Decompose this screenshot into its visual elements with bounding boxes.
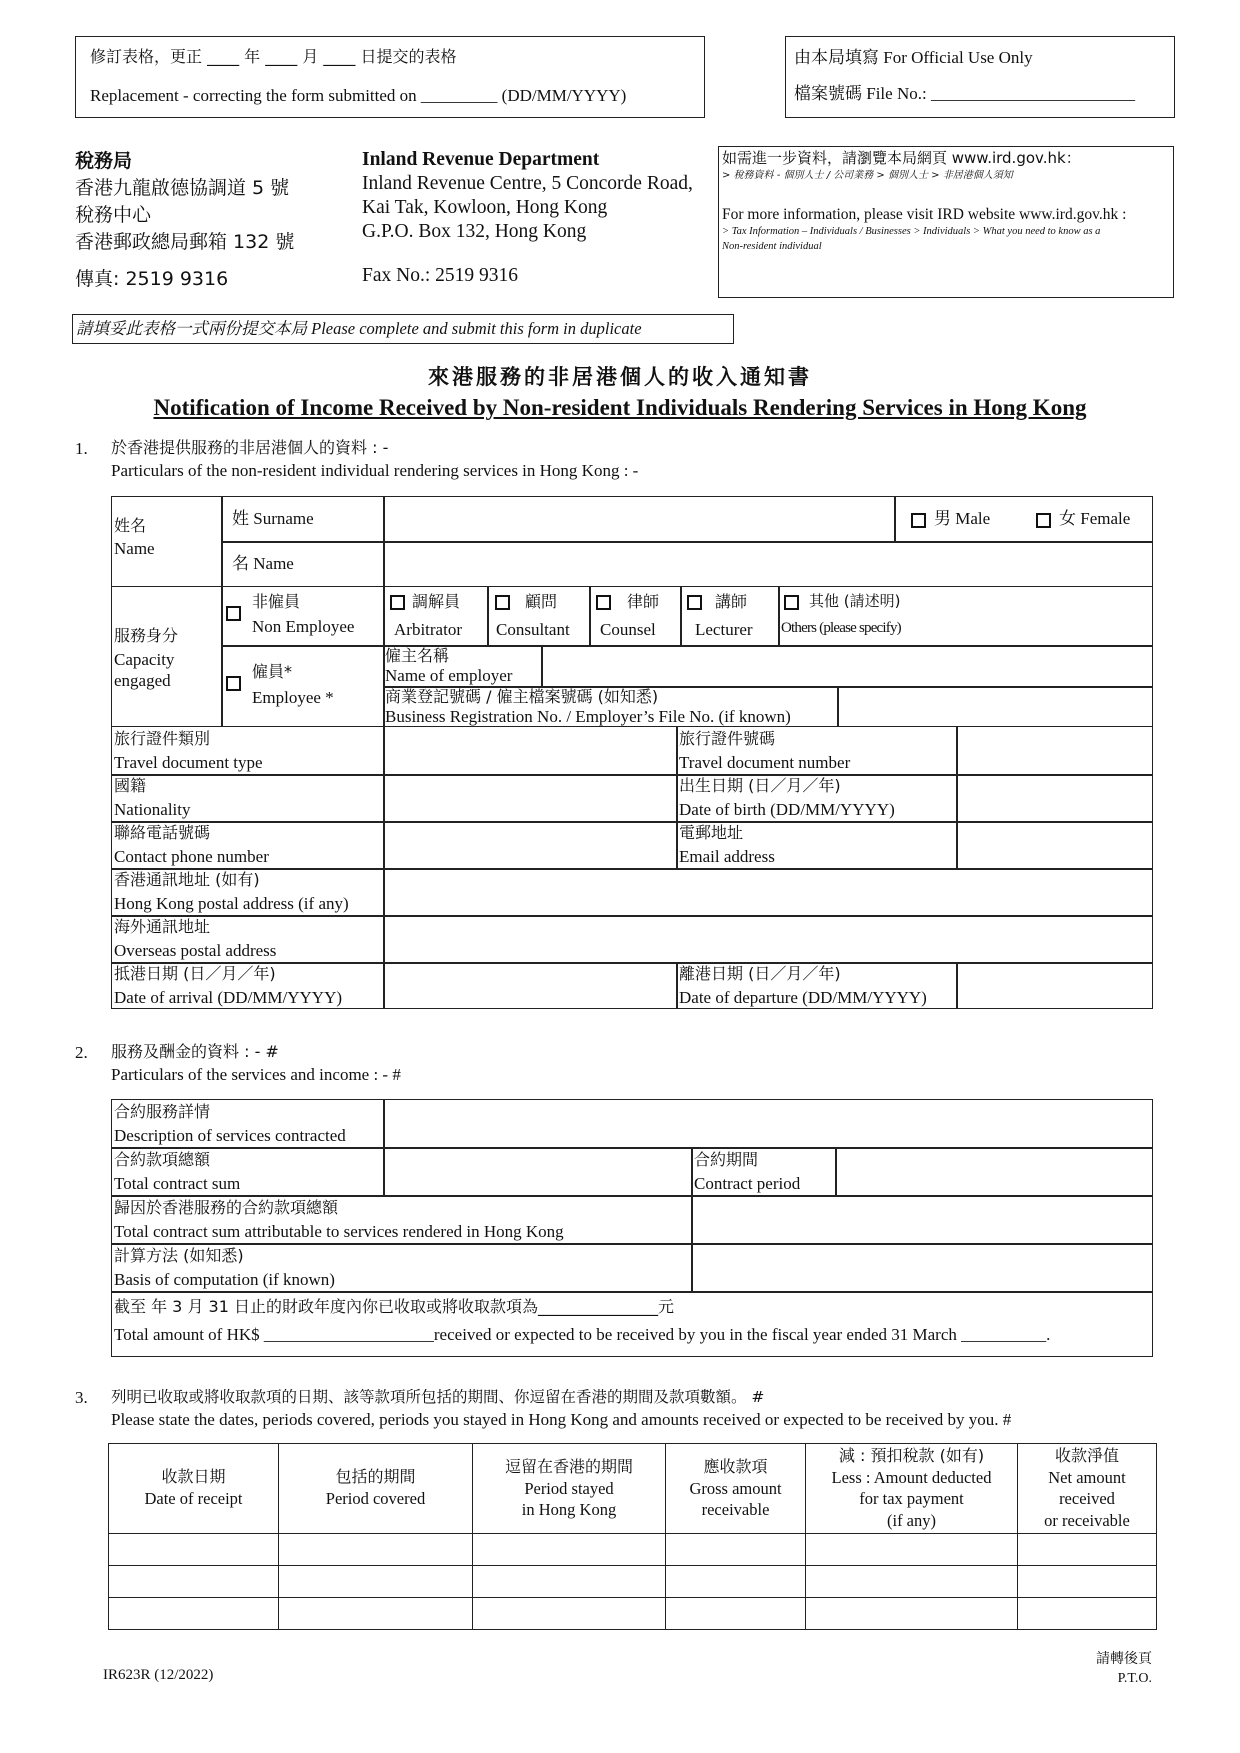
- form-code: IR623R (12/2022): [103, 1667, 214, 1683]
- brn-label-en: Business Registration No. / Employer’s File No. (if known): [385, 707, 791, 726]
- departure-en: Date of departure (DD/MM/YYYY): [679, 988, 927, 1007]
- divider: [383, 1099, 385, 1195]
- table-cell-input[interactable]: [279, 1534, 473, 1566]
- divider: [111, 1243, 1153, 1245]
- divider: [956, 727, 958, 868]
- counsel-cn: 律師: [627, 592, 660, 611]
- hk-address-cn: 香港通訊地址 (如有): [114, 870, 260, 889]
- female-label: 女 Female: [1059, 509, 1131, 528]
- overseas-address-input[interactable]: [386, 917, 1151, 960]
- receipts-table: [108, 1443, 1157, 1630]
- table-row: [109, 1534, 1157, 1566]
- name-label-cn: 姓名: [114, 516, 147, 535]
- table-cell-input[interactable]: [1018, 1598, 1157, 1630]
- counsel-checkbox[interactable]: [596, 595, 611, 610]
- table-cell-input[interactable]: [806, 1566, 1018, 1598]
- phone-cn: 聯絡電話號碼: [114, 823, 211, 842]
- divider: [111, 1147, 1153, 1149]
- col-header-en: Gross amount: [689, 1478, 782, 1498]
- col-header-en: Period stayed: [524, 1478, 614, 1498]
- non-employee-en: Non Employee: [252, 617, 355, 636]
- department-name-en: Inland Revenue Department: [362, 149, 600, 170]
- arrival-cn: 抵港日期 (日／月／年): [114, 964, 276, 983]
- non-employee-cn: 非僱員: [252, 592, 301, 611]
- department-addr-en-2: Kai Tak, Kowloon, Hong Kong: [362, 197, 608, 218]
- department-fax-en: Fax No.: 2519 9316: [362, 265, 518, 286]
- given-name-input[interactable]: [386, 544, 1151, 584]
- table-cell-input[interactable]: [666, 1534, 806, 1566]
- col-header-en: in Hong Kong: [521, 1499, 617, 1519]
- col-header-period: [279, 1444, 473, 1534]
- divider: [894, 496, 896, 541]
- description-cn: 合約服務詳情: [114, 1102, 211, 1121]
- col-header-en: received: [1059, 1489, 1115, 1509]
- section2-number: 2.: [75, 1043, 88, 1062]
- section1-number: 1.: [75, 439, 88, 458]
- departure-input[interactable]: [959, 964, 1151, 1007]
- arbitrator-cn: 調解員: [412, 592, 461, 611]
- overseas-address-cn: 海外通訊地址: [114, 917, 211, 936]
- counsel-en: Counsel: [600, 620, 656, 639]
- website-info-box: [718, 146, 1174, 298]
- doc-type-input[interactable]: [386, 729, 674, 772]
- col-header-cn: 應收款項: [703, 1456, 768, 1476]
- form-title-cn: 來港服務的非居港個人的收入通知書: [428, 365, 812, 389]
- surname-label: 姓 Surname: [232, 509, 314, 528]
- name-label-en: Name: [114, 539, 155, 558]
- section3-heading-en: Please state the dates, periods covered, periods you stayed in Hong Kong and amounts received or expected to be received by you. #: [111, 1410, 1012, 1429]
- col-header-stay: [473, 1444, 666, 1534]
- table-cell-input[interactable]: [806, 1598, 1018, 1630]
- col-header-en: Less : Amount deducted: [831, 1467, 992, 1487]
- employee-cn: 僱員*: [252, 662, 293, 681]
- section2-heading-en: Particulars of the services and income : - #: [111, 1065, 401, 1084]
- replacement-line-cn: 修訂表格，更正 ____ 年 ____ 月 ____ 日提交的表格: [90, 47, 457, 66]
- official-use-box: [785, 36, 1175, 118]
- divider: [680, 587, 682, 645]
- dob-en: Date of birth (DD/MM/YYYY): [679, 800, 895, 819]
- description-input[interactable]: [386, 1102, 1151, 1145]
- attributable-sum-cn: 歸因於香港服務的合約款項總額: [114, 1198, 339, 1217]
- contract-period-en: Contract period: [694, 1174, 801, 1193]
- female-option[interactable]: [1036, 508, 1130, 530]
- table-cell-input[interactable]: [473, 1566, 666, 1598]
- doc-type-en: Travel document type: [114, 753, 263, 772]
- employer-name-cn: 僱主名稱: [385, 646, 450, 665]
- basis-input[interactable]: [694, 1246, 1151, 1289]
- male-checkbox[interactable]: [911, 513, 926, 528]
- lecturer-cn: 講師: [715, 592, 748, 611]
- doc-no-en: Travel document number: [679, 753, 851, 772]
- doc-no-cn: 旅行證件號碼: [679, 729, 776, 748]
- divider: [956, 962, 958, 1009]
- fiscal-amount-cn: 截至 年 3 月 31 日止的財政年度內你已收取或將收取款項為_______________元: [114, 1297, 674, 1316]
- col-header-en: receivable: [701, 1499, 770, 1519]
- total-sum-input[interactable]: [386, 1150, 688, 1193]
- total-sum-en: Total contract sum: [114, 1174, 241, 1193]
- male-option[interactable]: [911, 508, 990, 530]
- basis-en: Basis of computation (if known): [114, 1270, 335, 1289]
- divider: [111, 1195, 1153, 1197]
- divider: [778, 587, 780, 645]
- total-sum-cn: 合約款項總額: [114, 1150, 211, 1169]
- consultant-en: Consultant: [496, 620, 570, 639]
- doc-no-input[interactable]: [959, 729, 1151, 772]
- divider: [383, 645, 1153, 647]
- attributable-sum-input[interactable]: [694, 1198, 1151, 1241]
- department-cn: [75, 148, 294, 293]
- website-info-en: For more information, please visit IRD website www.ird.gov.hk :: [722, 206, 1127, 223]
- section1-heading-cn: 於香港提供服務的非居港個人的資料 : -: [111, 438, 389, 457]
- department-addr-cn-1: 香港九龍啟德協調道 5 號: [75, 177, 290, 199]
- divider: [541, 645, 543, 686]
- official-use-label: 由本局填寫 For Official Use Only: [794, 48, 1033, 67]
- employer-name-en: Name of employer: [385, 666, 513, 685]
- doc-type-cn: 旅行證件類別: [114, 729, 211, 748]
- department-addr-cn-3: 香港郵政總局郵箱 132 號: [75, 231, 295, 253]
- dob-cn: 出生日期 (日／月／年): [679, 776, 841, 795]
- given-name-label: 名 Name: [232, 554, 294, 573]
- table-cell-input[interactable]: [1018, 1566, 1157, 1598]
- replacement-line-en: Replacement - correcting the form submitted on _________ (DD/MM/YYYY): [90, 86, 627, 105]
- departure-cn: 離港日期 (日／月／年): [679, 964, 841, 983]
- col-header-gross: [666, 1444, 806, 1534]
- table-cell-input[interactable]: [666, 1598, 806, 1630]
- website-info-cn: 如需進一步資料，請瀏覽本局網頁 www.ird.gov.hk：: [722, 149, 1081, 167]
- capacity-label-en-2: engaged: [114, 671, 171, 690]
- col-header-en: Period covered: [325, 1489, 426, 1509]
- overseas-address-en: Overseas postal address: [114, 941, 277, 960]
- table-row: [109, 1566, 1157, 1598]
- employee-en: Employee *: [252, 688, 334, 707]
- col-header-en: Net amount: [1048, 1467, 1126, 1487]
- phone-input[interactable]: [386, 823, 674, 866]
- col-header-date: [109, 1444, 279, 1534]
- pto-cn: 請轉後頁: [1096, 1651, 1152, 1667]
- table-cell-input[interactable]: [279, 1566, 473, 1598]
- col-header-deduction: [806, 1444, 1018, 1534]
- divider: [676, 727, 678, 868]
- contract-period-input[interactable]: [838, 1150, 1151, 1193]
- table-cell-input[interactable]: [279, 1598, 473, 1630]
- phone-en: Contact phone number: [114, 847, 269, 866]
- duplicate-note: 請填妥此表格一式兩份提交本局 Please complete and submit this form in duplicate: [76, 319, 642, 338]
- department-addr-cn-2: 稅務中心: [75, 204, 152, 226]
- duplicate-note-box: [72, 314, 734, 344]
- employee-checkbox[interactable]: [226, 676, 241, 691]
- description-en: Description of services contracted: [114, 1126, 346, 1145]
- department-en: [362, 148, 693, 288]
- col-header-cn: 逗留在香港的期間: [504, 1456, 633, 1476]
- nationality-input[interactable]: [386, 776, 674, 819]
- arrival-en: Date of arrival (DD/MM/YYYY): [114, 988, 343, 1007]
- table-cell-input[interactable]: [109, 1566, 279, 1598]
- hk-address-en: Hong Kong postal address (if any): [114, 894, 349, 913]
- replacement-box: [75, 36, 705, 118]
- consultant-checkbox[interactable]: [495, 595, 510, 610]
- table-cell-input[interactable]: [473, 1534, 666, 1566]
- col-header-cn: 包括的期間: [335, 1467, 416, 1487]
- divider: [221, 587, 223, 727]
- employer-name-input[interactable]: [544, 648, 1150, 684]
- others-en: Others (please specify): [781, 620, 901, 636]
- col-header-en: or receivable: [1044, 1510, 1130, 1530]
- surname-input[interactable]: [386, 499, 891, 538]
- arrival-input[interactable]: [386, 964, 674, 1007]
- table-cell-input[interactable]: [109, 1598, 279, 1630]
- website-path-en-2: Non-resident individual: [722, 241, 822, 252]
- fiscal-amount-en: Total amount of HK$ ____________________received or expected to be received by you in the fiscal year ended 31 March __________.: [114, 1325, 1051, 1344]
- form-title-en: Notification of Income Received by Non-resident Individuals Rendering Services in Hong Kong: [153, 395, 1087, 421]
- section3-number: 3.: [75, 1388, 88, 1407]
- divider: [111, 1291, 1153, 1293]
- email-en: Email address: [679, 847, 775, 866]
- brn-label-cn: 商業登記號碼 / 僱主檔案號碼 (如知悉): [385, 687, 659, 706]
- department-name-cn: 稅務局: [75, 150, 133, 172]
- col-header-cn: 減 : 預扣稅款 (如有): [838, 1446, 985, 1465]
- table-cell-input[interactable]: [1018, 1534, 1157, 1566]
- table-cell-input[interactable]: [666, 1566, 806, 1598]
- dob-input[interactable]: [959, 776, 1151, 819]
- department-addr-en-3: G.P.O. Box 132, Hong Kong: [362, 221, 587, 242]
- email-cn: 電郵地址: [679, 823, 744, 842]
- department-addr-en-1: Inland Revenue Centre, 5 Concorde Road,: [362, 173, 693, 194]
- col-header-cn: 收款淨值: [1054, 1446, 1119, 1465]
- col-header-en: (if any): [886, 1510, 937, 1530]
- file-number-field: 檔案號碼 File No.: ________________________: [794, 84, 1135, 103]
- capacity-label-cn: 服務身分: [114, 626, 179, 645]
- email-input[interactable]: [959, 823, 1151, 866]
- capacity-label-en-1: Capacity: [114, 650, 175, 669]
- col-header-en: Date of receipt: [144, 1489, 243, 1509]
- department-fax-cn: 傳真: 2519 9316: [75, 268, 229, 290]
- table-cell-input[interactable]: [473, 1598, 666, 1630]
- arbitrator-checkbox[interactable]: [390, 595, 405, 610]
- others-checkbox[interactable]: [784, 595, 799, 610]
- receipts-header-row: [109, 1444, 1157, 1534]
- divider: [589, 587, 591, 645]
- hk-address-input[interactable]: [386, 870, 1151, 913]
- table-cell-input[interactable]: [806, 1534, 1018, 1566]
- divider: [221, 645, 383, 647]
- table-row: [109, 1598, 1157, 1630]
- attributable-sum-en: Total contract sum attributable to services rendered in Hong Kong: [114, 1222, 564, 1241]
- non-employee-checkbox[interactable]: [226, 606, 241, 621]
- lecturer-en: Lecturer: [695, 620, 753, 639]
- divider: [691, 1147, 693, 1291]
- website-path-cn: > 稅務資料 - 個別人士 / 公司業務 > 個別人士 > 非居港個人須知: [722, 170, 1013, 181]
- divider: [676, 962, 678, 1009]
- section3-heading-cn: 列明已收取或將收取款項的日期、該等款項所包括的期間、你逗留在香港的期間及款項數額。 #: [111, 1388, 765, 1406]
- website-path-en-1: > Tax Information – Individuals / Businesses > Individuals > What you need to know as a: [722, 226, 1101, 237]
- male-label: 男 Male: [934, 509, 991, 528]
- nationality-cn: 國籍: [114, 776, 147, 795]
- particulars-table: [111, 496, 1153, 1009]
- arbitrator-en: Arbitrator: [394, 620, 462, 639]
- services-table: [111, 1099, 1153, 1357]
- col-header-en: for tax payment: [859, 1489, 964, 1509]
- consultant-cn: 顧問: [525, 592, 558, 611]
- pto-en: P.T.O.: [1117, 1671, 1152, 1686]
- female-checkbox[interactable]: [1036, 513, 1051, 528]
- table-cell-input[interactable]: [109, 1534, 279, 1566]
- contract-period-cn: 合約期間: [694, 1150, 759, 1169]
- section1-heading-en: Particulars of the non-resident individual rendering services in Hong Kong : -: [111, 461, 639, 480]
- form-title: [0, 364, 1240, 423]
- brn-input[interactable]: [840, 689, 1150, 725]
- divider: [837, 686, 839, 727]
- divider: [835, 1147, 837, 1195]
- basis-cn: 計算方法 (如知悉): [114, 1246, 244, 1265]
- col-header-cn: 收款日期: [161, 1467, 226, 1487]
- others-cn: 其他 (請述明): [809, 592, 901, 610]
- nationality-en: Nationality: [114, 800, 191, 819]
- lecturer-checkbox[interactable]: [687, 595, 702, 610]
- section2-heading-cn: 服務及酬金的資料 : - #: [111, 1042, 279, 1061]
- divider: [487, 587, 489, 645]
- col-header-net: [1018, 1444, 1157, 1534]
- divider: [221, 541, 1153, 543]
